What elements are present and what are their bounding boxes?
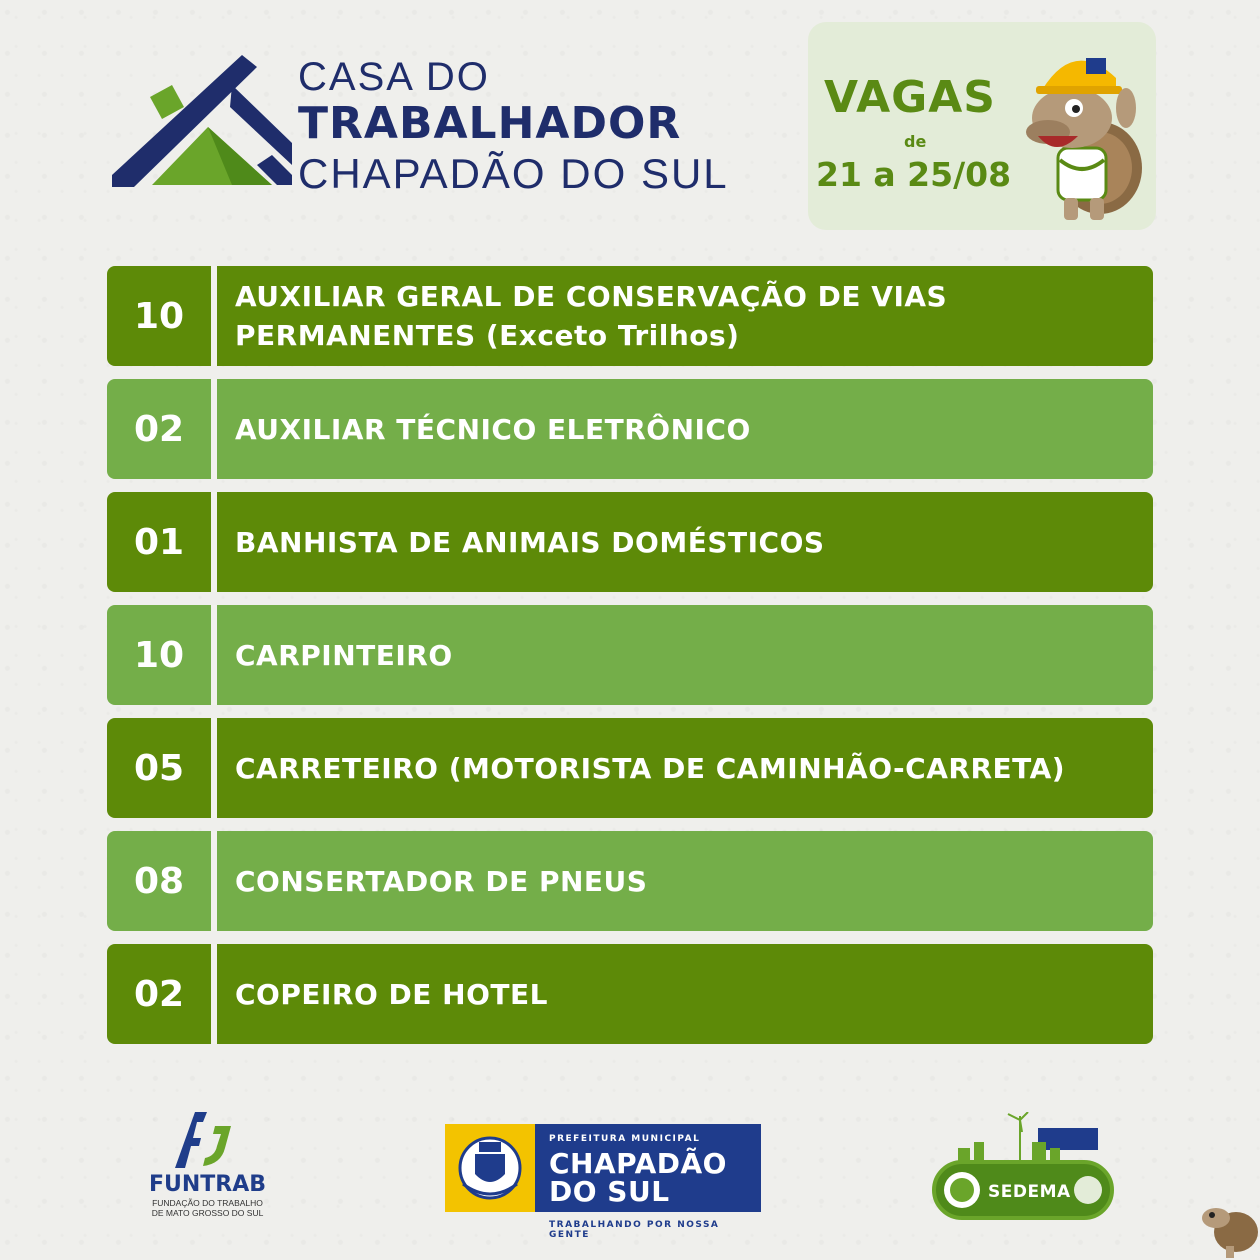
job-count: 05 <box>133 747 185 789</box>
vagas-date-range: 21 a 25/08 <box>816 155 1012 194</box>
job-row <box>107 492 1153 592</box>
prefeitura-city-line1: CHAPADÃO <box>549 1147 727 1180</box>
funtrab-logo <box>135 1108 280 1233</box>
job-count: 01 <box>133 521 185 563</box>
job-title: CONSERTADOR DE PNEUS <box>235 864 648 898</box>
job-count: 02 <box>133 973 185 1015</box>
job-title: COPEIRO DE HOTEL <box>235 977 548 1011</box>
prefeitura-city-line2: DO SUL <box>549 1175 670 1208</box>
job-count: 10 <box>133 634 185 676</box>
job-count: 10 <box>133 295 185 337</box>
job-row <box>107 379 1153 479</box>
sedema-logo <box>928 1112 1118 1237</box>
sedema-label: SEDEMA <box>988 1182 1071 1202</box>
vagas-title: VAGAS <box>824 72 996 123</box>
job-title: BANHISTA DE ANIMAIS DOMÉSTICOS <box>235 525 825 559</box>
job-title: AUXILIAR TÉCNICO ELETRÔNICO <box>235 412 751 446</box>
funtrab-logo-icon <box>173 1108 243 1172</box>
job-row <box>107 831 1153 931</box>
vagas-card <box>808 22 1156 230</box>
job-title: CARRETEIRO (MOTORISTA DE CAMINHÃO-CARRETA) <box>235 751 1066 785</box>
job-row <box>107 718 1153 818</box>
prefeitura-slogan: TRABALHANDO POR NOSSA GENTE <box>549 1220 720 1240</box>
job-row <box>107 266 1153 366</box>
job-count: 02 <box>133 408 185 450</box>
brand-title <box>298 55 729 199</box>
brand-line-casa-do: CASA DO <box>298 55 490 99</box>
brand-line-city: CHAPADÃO DO SUL <box>298 150 729 197</box>
funtrab-subtitle-1: FUNDAÇÃO DO TRABALHO <box>152 1198 263 1208</box>
prefeitura-label: PREFEITURA MUNICIPAL <box>549 1134 701 1144</box>
vagas-de: de <box>904 132 927 151</box>
job-row <box>107 605 1153 705</box>
funtrab-name: FUNTRAB <box>148 1172 267 1197</box>
mascot-armadillo-icon <box>1008 28 1156 228</box>
job-row <box>107 944 1153 1044</box>
brand-line-trabalhador: TRABALHADOR <box>298 98 682 149</box>
job-list <box>107 266 1153 1057</box>
armadillo-icon <box>1196 1188 1260 1260</box>
job-title: CARPINTEIRO <box>235 638 453 672</box>
funtrab-subtitle-2: DE MATO GROSSO DO SUL <box>151 1208 264 1218</box>
job-title: AUXILIAR GERAL DE CONSERVAÇÃO DE VIAS PERMANENTES (Exceto Trilhos) <box>235 280 948 352</box>
prefeitura-logo <box>445 1124 761 1240</box>
house-logo-icon <box>112 55 292 190</box>
municipal-crest-icon <box>445 1124 535 1212</box>
job-count: 08 <box>133 860 185 902</box>
sedema-logo-icon <box>928 1112 1118 1237</box>
crest-background <box>445 1124 535 1212</box>
